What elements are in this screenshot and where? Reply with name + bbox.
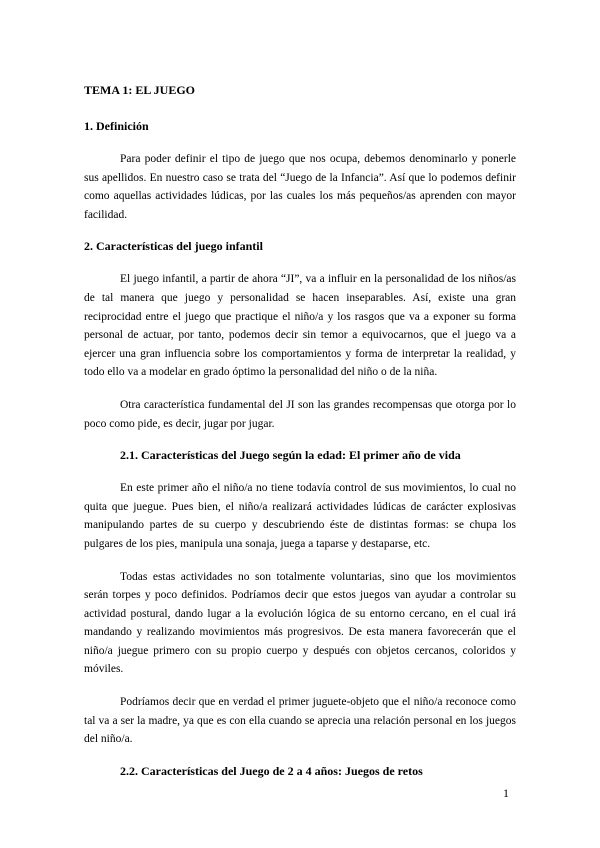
paragraph: En este primer año el niño/a no tiene todavía control de sus movimientos, lo cual no quita que juegue. Pues bien, el niño/a realizará actividades lúdicas de carácter explosivas manipulando partes de su cuerpo y descubriendo éste de distintas formas: se chupa los pulgares de los pies, manipula una sonaja, juega a taparse y destaparse, etc.: [84, 482, 516, 550]
paragraph: Para poder definir el tipo de juego que nos ocupa, debemos denominarlo y ponerle sus apellidos. En nuestro caso se trata del “Juego de la Infancia”. Así que lo podemos definir como aquellas actividades lúdicas, por las cuales los más pequeños/as aprenden con mayor facilidad.: [84, 153, 516, 221]
paragraph: Otra característica fundamental del JI son las grandes recompensas que otorga por lo poco como pide, es decir, jugar por jugar.: [84, 398, 516, 430]
section-heading-definicion: 1. Definición: [84, 119, 149, 133]
page-content: [84, 82, 516, 795]
document-title: TEMA 1: EL JUEGO: [84, 83, 196, 97]
paragraph: El juego infantil, a partir de ahora “JI”, va a influir en la personalidad de los niños/as de tal manera que juego y personalidad se hacen inseparables. Así, existe una gran reciprocidad entre el juego que practique el niño/a y los rasgos que va a exponer su forma personal de actuar, por tanto, podemos decir sin temor a equivocarnos, que el juego va a ejercer una gran influencia sobre los comportamientos y forma de interpretar la realidad, y todo ello va a modelar en grado óptimo la personalidad del niño o de la niña.: [84, 273, 516, 379]
page-number: 1: [503, 786, 509, 800]
subsection-heading-2-a-4-anos: 2.2. Características del Juego de 2 a 4 años: Juegos de retos: [120, 763, 423, 778]
subsection-heading-primer-ano: 2.1. Características del Juego según la edad: El primer año de vida: [120, 448, 461, 463]
section-heading-caracteristicas: 2. Características del juego infantil: [84, 239, 263, 254]
paragraph: Todas estas actividades no son totalmente voluntarias, sino que los movimientos serán torpes y poco definidos. Podríamos decir que estos juegos van ayudar a controlar su actividad postural, dando lugar a la evolución lógica de su entorno cercano, en el cual irá mandando y realizando movimientos más progresivos. De esta manera favorecerán que el niño/a juegue primero con su propio cuerpo y después con objetos cercanos, coloridos y móviles.: [84, 570, 516, 676]
paragraph: Podríamos decir que en verdad el primer juguete-objeto que el niño/a reconoce como tal va a ser la madre, ya que es con ella cuando se aprecia una relación personal en los juegos del niño/a.: [84, 696, 516, 746]
